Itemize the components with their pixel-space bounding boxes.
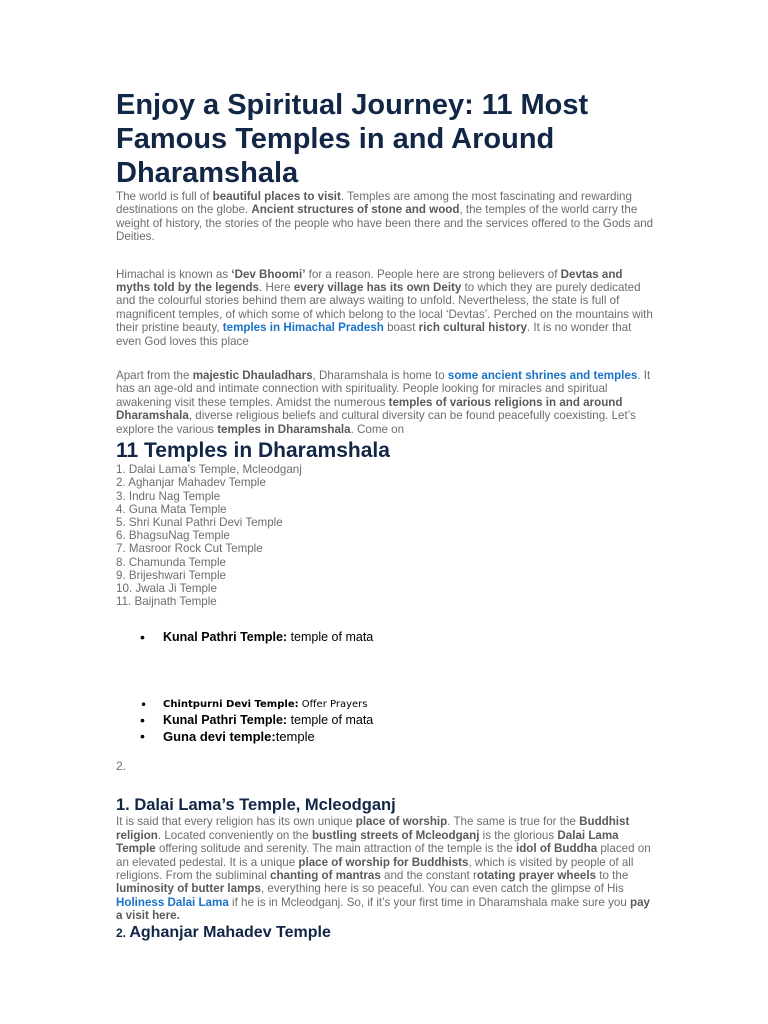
section-heading: 11 Temples in Dharamshala (116, 439, 390, 463)
heading-number: 2. (116, 925, 130, 940)
bullet-label: Kunal Pathri Temple: (163, 713, 288, 728)
bold-text: rich cultural history (418, 321, 527, 335)
list-item: 7. Masroor Rock Cut Temple (116, 542, 263, 556)
text-run: . Come on (350, 422, 405, 436)
text-run: and the constant r (380, 868, 477, 882)
bullet-text: temple of mata (287, 630, 374, 645)
bold-text: ‘Dev Bhoomi’ (231, 267, 306, 281)
text-run: The world is full of (116, 190, 213, 203)
list-item: 4. Guna Mata Temple (116, 502, 227, 516)
heading-text: Aghanjar Mahadev Temple (129, 923, 331, 941)
bullet-list (116, 698, 656, 745)
text-run: Apart from the (116, 369, 193, 383)
temple-list (116, 463, 656, 608)
text-run: , everything here is so peaceful. You can even catch the glimpse of His (260, 882, 624, 896)
list-item: 1. Dalai Lama’s Temple, Mcleodganj (116, 463, 302, 477)
bold-text: luminosity of butter lamps (116, 882, 261, 896)
bullet-label: Guna devi temple: (163, 729, 276, 745)
text-run: Himachal is known as (116, 267, 232, 281)
list-item: 11. Baijnath Temple (116, 595, 217, 609)
bold-text: temples in Dharamshala (217, 422, 351, 436)
list-item (116, 712, 656, 728)
bullet-text: Offer Prayers (298, 699, 368, 711)
dhauladhars-paragraph (116, 369, 656, 436)
bullet-text: temple of mata (287, 713, 374, 728)
text-run: , which is visited by people of all religions. From the subliminal (116, 855, 634, 882)
list-item: 3. Indru Nag Temple (116, 489, 221, 503)
bullet-list (116, 629, 656, 645)
text-run: . Located conveniently on the (157, 828, 312, 842)
text-run: to which they are purely dedicated and the colourful stories behind them are always waiting to unfold. Nevertheless, the state is full of magnificent temples, of which some of which belong to the local ‘Devtas’. Perched on the mountains with their pristine beauty, (116, 281, 653, 335)
text-run: offering solitude and serenity. The main attraction of the temple is the (155, 842, 516, 856)
text-run: . Temples are among the most fascinating and rewarding destinations on the globe. (116, 190, 632, 217)
list-item: 5. Shri Kunal Pathri Devi Temple (116, 515, 283, 529)
bullet-icon: • (140, 728, 145, 745)
list-item: 8. Chamunda Temple (116, 555, 226, 569)
text-run: boast (383, 321, 419, 335)
himachal-paragraph (116, 268, 656, 348)
text-run: . Here (259, 281, 294, 295)
list-item: 6. BhagsuNag Temple (116, 529, 230, 543)
spacer (116, 348, 656, 369)
bold-text: Buddhist religion (116, 815, 630, 842)
list-item (116, 728, 656, 745)
bold-text: temples of various religions in and around Dharamshala (116, 395, 623, 423)
article-body (116, 88, 656, 943)
text-run: is the glorious (479, 828, 558, 842)
bold-text: Ancient structures of stone and wood (251, 203, 460, 217)
bold-text: pay a visit here. (116, 895, 650, 923)
text-run: . It is no wonder that even God loves this place (116, 321, 632, 348)
bold-text: idol of Buddha (516, 842, 598, 856)
bold-text: place of worship (355, 815, 448, 829)
dalai-lama-heading: 1. Dalai Lama’s Temple, Mcleodganj (116, 796, 396, 815)
text-run: if he is in Mcleodganj. So, if it’s your first time in Dharamshala make sure you (228, 895, 630, 909)
bold-text: bustling streets of Mcleodganj (311, 828, 480, 842)
text-run: It is said that every religion has its own unique (116, 815, 356, 829)
intro-paragraph (116, 190, 656, 244)
bold-text: chanting of mantras (270, 868, 381, 882)
list-number: 2. (116, 759, 127, 774)
bullet-text: temple (275, 729, 315, 745)
bold-text: place of worship for Buddhists (298, 855, 469, 869)
text-run: . It has an age-old and intimate connection with spirituality. People looking for miracles and spiritual awakening visit these temples. Amidst the numerous (116, 369, 651, 409)
bold-text: every village has its own Deity (293, 281, 462, 295)
ancient-shrines-link[interactable]: some ancient shrines and temples (447, 369, 638, 383)
text-run: to the (596, 868, 629, 882)
list-item: 9. Brijeshwari Temple (116, 568, 226, 582)
bullet-icon: • (140, 698, 148, 713)
spacer (116, 244, 656, 268)
temples-himachal-link[interactable]: temples in Himachal Pradesh (222, 321, 384, 335)
page-title: Enjoy a Spiritual Journey: 11 Most Famous Temples in and Around Dharamshala (116, 89, 589, 189)
bullet-label: Kunal Pathri Temple: (163, 630, 288, 645)
text-run: , the temples of the world carry the weight of history, the stories of the people who have been there and the services offered to the Gods and Deities. (116, 203, 654, 244)
aghanjar-heading (116, 923, 656, 943)
list-item (116, 629, 656, 645)
text-run: , diverse religious beliefs and cultural diversity can be found peacefully coexisting. Let’s explore the various (116, 409, 636, 436)
list-item: 2. Aghanjar Mahadev Temple (116, 476, 266, 490)
text-run: , Dharamshala is home to (312, 369, 448, 383)
holiness-dalai-lama-link[interactable]: Holiness Dalai Lama (116, 895, 229, 909)
bold-text: Devtas and myths told by the legends (116, 267, 623, 295)
bullet-icon: • (140, 712, 145, 729)
bullet-label: Chintpurni Devi Temple: (163, 699, 299, 711)
list-item (116, 698, 656, 712)
text-run: . The same is true for the (447, 815, 580, 829)
bold-text: majestic Dhauladhars (192, 369, 313, 383)
bullet-icon: • (140, 629, 145, 646)
text-run: placed on an elevated pedestal. It is a unique (116, 842, 651, 869)
bold-text: otating prayer wheels (476, 868, 597, 882)
list-item: 10. Jwala Ji Temple (116, 581, 217, 595)
bold-text: Dalai Lama Temple (116, 828, 619, 856)
text-run: for a reason. People here are strong believers of (305, 267, 561, 281)
bold-text: beautiful places to visit (212, 190, 341, 203)
dalai-lama-paragraph (116, 815, 656, 922)
